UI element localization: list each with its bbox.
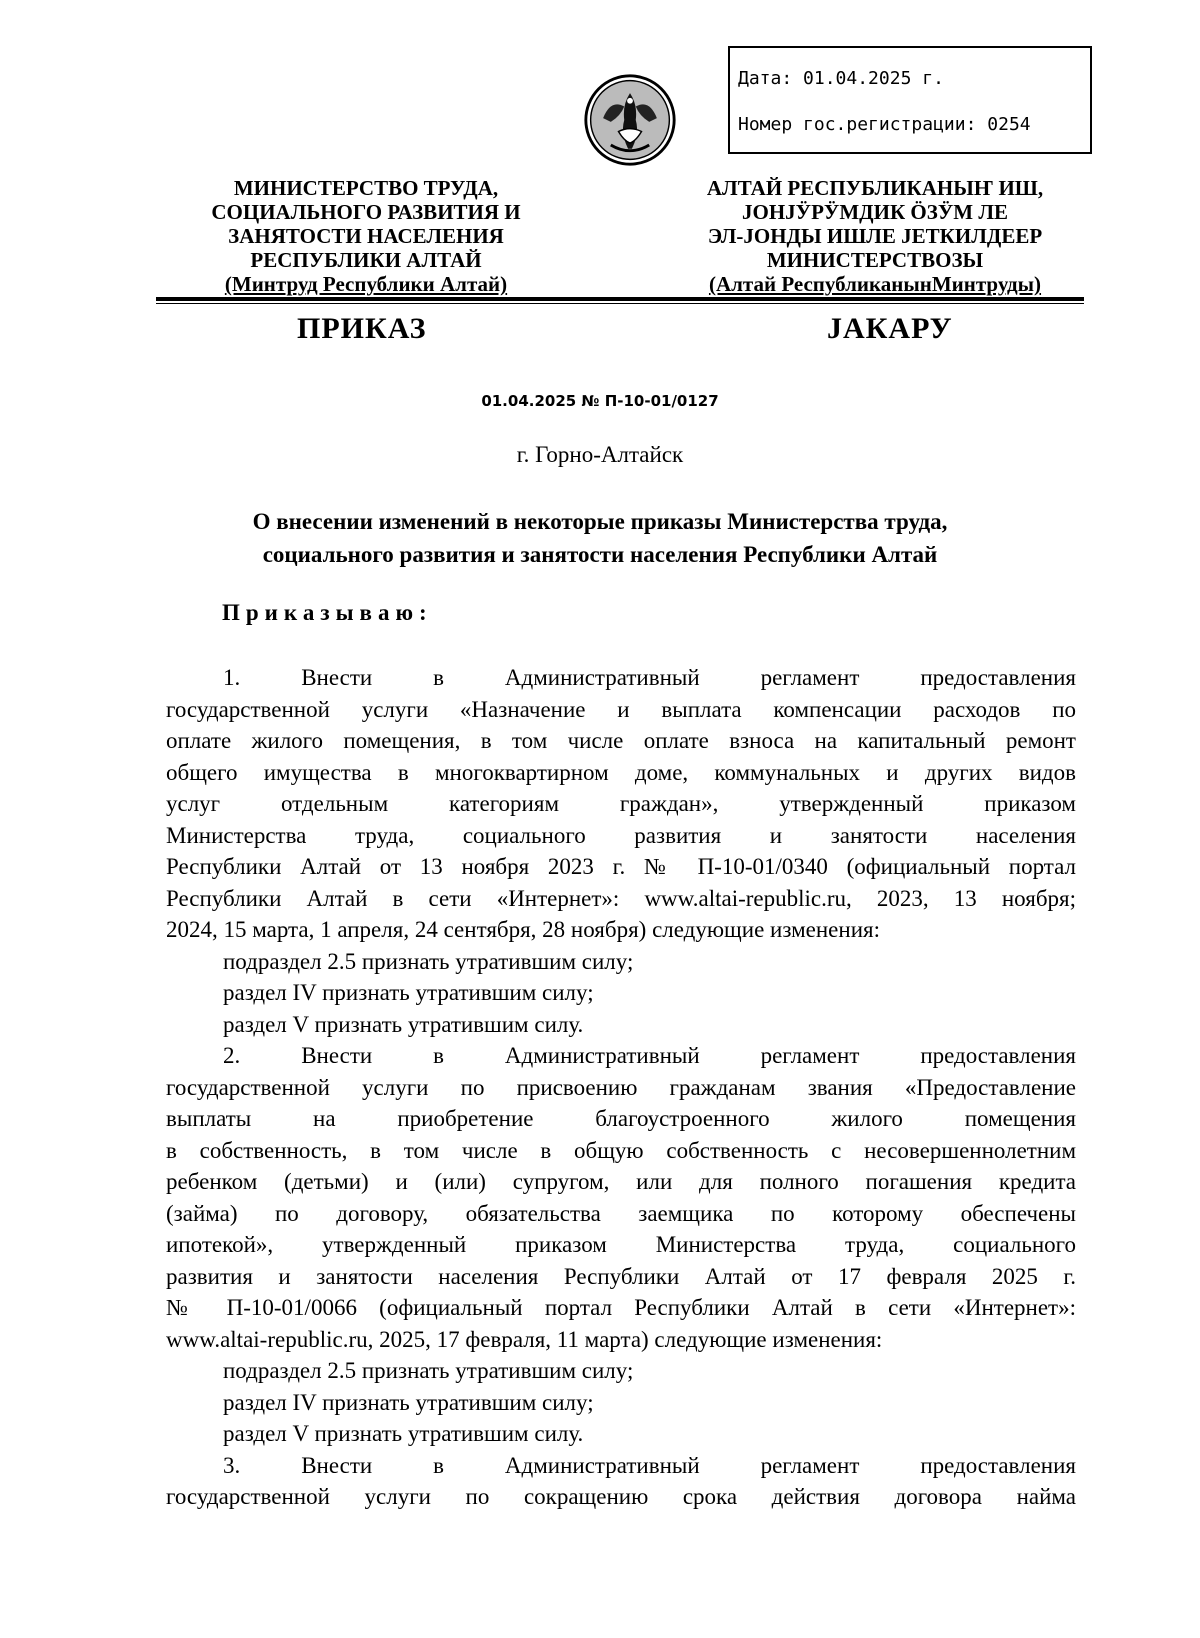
ministry-name-russian <box>166 176 566 296</box>
ministry-ru-line: СОЦИАЛЬНОГО РАЗВИТИЯ И <box>211 200 521 224</box>
body-line: ребенком (детьми) и (или) супругом, или для полного погашения кредита <box>166 1169 1076 1194</box>
body-line: услуг отдельным категориям граждан», утвержденный приказом <box>166 791 1076 816</box>
body-line: Республики Алтай в сети «Интернет»: www.altai-republic.ru, 2023, 13 ноября; <box>166 885 1076 911</box>
ministry-alt-line: ЭЛ-ЈОНДЫ ИШЛЕ ЈЕТКИЛДЕЕР <box>707 224 1043 248</box>
ministry-ru-line: РЕСПУБЛИКИ АЛТАЙ <box>250 248 482 272</box>
body-line: раздел V признать утратившим силу. <box>223 1421 584 1446</box>
document-city: г. Горно-Алтайск <box>516 442 684 467</box>
ministry-alt-line: АЛТАЙ РЕСПУБЛИКАНЫҤ ИШ, <box>706 176 1044 200</box>
registration-box <box>728 46 1092 154</box>
body-line: Министерства труда, социального развития и занятости населения <box>166 822 1076 848</box>
coat-of-arms-emblem <box>582 72 678 168</box>
body-line: государственной услуги по присвоению гражданам звания «Предоставление <box>166 1074 1076 1100</box>
body-line: государственной услуги по сокращению срока действия договора найма <box>166 1484 1076 1509</box>
body-line: Республики Алтай от 13 ноября 2023 г. № П-10-01/0340 (официальный портал <box>166 854 1076 879</box>
body-line: оплате жилого помещения, в том числе оплате взноса на капитальный ремонт <box>166 728 1076 753</box>
body-line: развития и занятости населения Республики Алтай от 17 февраля 2025 г. <box>166 1263 1076 1289</box>
body-line: подраздел 2.5 признать утратившим силу; <box>223 1358 634 1383</box>
body-line: выплаты на приобретение благоустроенного жилого помещения <box>166 1106 1076 1131</box>
doc-type-altai: ЈАКАРУ <box>827 312 953 345</box>
body-line: 2024, 15 марта, 1 апреля, 24 сентября, 28 ноября) следующие изменения: <box>166 917 880 942</box>
body-line: общего имущества в многоквартирном доме, коммунальных и других видов <box>166 759 1076 785</box>
body-line: www.altai-republic.ru, 2025, 17 февраля, 11 марта) следующие изменения: <box>166 1326 883 1352</box>
registration-number-label: Номер гос.регистрации: <box>738 114 977 135</box>
order-word: Приказываю: <box>222 600 433 625</box>
body-line: подраздел 2.5 признать утратившим силу; <box>223 948 634 974</box>
body-line: 1. Внести в Административный регламент предоставления <box>223 665 1076 690</box>
doc-type-russian: ПРИКАЗ <box>297 312 427 345</box>
document-body <box>166 662 1076 1513</box>
ministry-ru-line: МИНИСТЕРСТВО ТРУДА, <box>233 176 499 200</box>
ministry-ru-line: ЗАНЯТОСТИ НАСЕЛЕНИЯ <box>228 224 504 248</box>
body-line: раздел IV признать утратившим силу; <box>223 1389 594 1415</box>
document-title-line: социального развития и занятости населения Республики Алтай <box>262 542 938 567</box>
body-line: ипотекой», утвержденный приказом Министерства труда, социального <box>166 1232 1076 1257</box>
ministry-name-altai <box>655 176 1095 296</box>
ministry-alt-line: МИНИСТЕРСТВОЗЫ <box>766 248 984 272</box>
header-divider-thick <box>156 297 1084 301</box>
header-divider-thin <box>156 303 1084 304</box>
ministry-ru-short-name: (Минтруд Республики Алтай) <box>224 272 508 296</box>
registration-number <box>738 114 1031 135</box>
body-line: 3. Внести в Административный регламент предоставления <box>223 1452 1076 1478</box>
registration-date-value: 01.04.2025 г. <box>803 68 944 89</box>
body-line: № П-10-01/0066 (официальный портал Республики Алтай в сети «Интернет»: <box>166 1295 1076 1320</box>
document-title <box>0 505 1200 571</box>
document-number: 01.04.2025 № П-10-01/0127 <box>481 392 719 410</box>
registration-date-label: Дата: <box>738 68 793 89</box>
body-line: в собственность, в том числе в общую собственность с несовершеннолетним <box>166 1137 1076 1163</box>
body-line: государственной услуги «Назначение и выплата компенсации расходов по <box>166 696 1076 722</box>
ministry-alt-line: ЈОНЈӰРӰМДИК ӦЗӰМ ЛЕ <box>742 200 1008 224</box>
body-line: 2. Внести в Административный регламент предоставления <box>223 1043 1076 1068</box>
body-line: (займа) по договору, обязательства заемщика по которому обеспечены <box>166 1200 1076 1226</box>
body-line: раздел V признать утратившим силу. <box>223 1011 584 1037</box>
registration-date <box>738 68 944 89</box>
ministry-alt-short-name: (Алтай РеспубликанынМинтруды) <box>708 272 1042 296</box>
document-title-line: О внесении изменений в некоторые приказы Министерства труда, <box>252 509 948 534</box>
registration-number-value: 0254 <box>987 114 1031 135</box>
body-line: раздел IV признать утратившим силу; <box>223 980 594 1005</box>
